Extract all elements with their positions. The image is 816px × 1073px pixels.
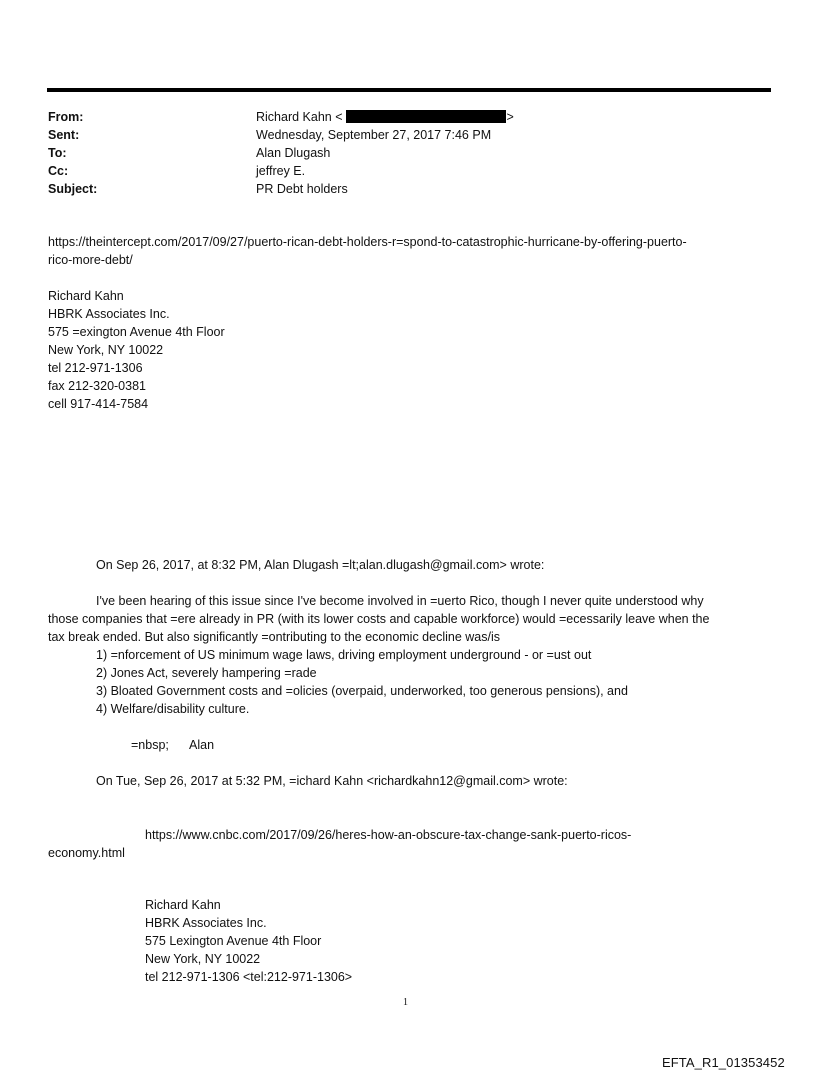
signature-company: HBRK Associates Inc. (48, 307, 170, 321)
signature2-name: Richard Kahn (145, 898, 221, 912)
sign-off-name: Alan (189, 738, 215, 752)
signature2-tel: tel 212-971-1306 <tel:212-971-1306> (145, 970, 353, 984)
from-close: > (506, 110, 514, 124)
signature2-city: New York, NY 10022 (145, 952, 261, 966)
from-row (48, 108, 768, 126)
signature-address: 575 =exington Avenue 4th Floor (48, 325, 225, 339)
list-item-4: 4) Welfare/disability culture. (96, 702, 250, 716)
from-value (256, 108, 514, 126)
quote-paragraph-line-2: those companies that =ere already in PR (with its lower costs and capable workforce) would =ecessarily leave when the (48, 612, 710, 626)
quote-header-1: On Sep 26, 2017, at 8:32 PM, Alan Dlugash =lt;alan.dlugash@gmail.com> wrote: (96, 558, 545, 572)
redaction-block (346, 110, 506, 123)
subject-value: PR Debt holders (256, 182, 348, 196)
cc-value: jeffrey E. (256, 164, 306, 178)
subject-row (48, 180, 768, 198)
signature-tel: tel 212-971-1306 (48, 361, 143, 375)
document-id: EFTA_R1_01353452 (662, 1055, 785, 1070)
cc-row (48, 162, 768, 180)
cc-label: Cc: (48, 164, 69, 178)
list-item-3: 3) Bloated Government costs and =olicies (overpaid, underworked, too generous pensions), and (96, 684, 628, 698)
to-label: To: (48, 146, 67, 160)
from-label: From: (48, 110, 84, 124)
to-row (48, 144, 768, 162)
list-item-1: 1) =nforcement of US minimum wage laws, driving employment underground - or =ust out (96, 648, 592, 662)
header-rule (47, 88, 771, 92)
quote-paragraph-line-1: I've been hearing of this issue since I've become involved in =uerto Rico, though I never quite understood why (96, 594, 704, 608)
sent-row (48, 126, 768, 144)
sent-label: Sent: (48, 128, 80, 142)
to-value: Alan Dlugash (256, 146, 331, 160)
signature-fax: fax 212-320-0381 (48, 379, 146, 393)
page-number: 1 (403, 997, 408, 1008)
from-name: Richard Kahn < (256, 110, 343, 124)
cnbc-link-line-1[interactable]: https://www.cnbc.com/2017/09/26/heres-how-an-obscure-tax-change-sank-puerto-ricos- (145, 828, 632, 842)
email-header (48, 108, 768, 198)
article-link-line-1[interactable]: https://theintercept.com/2017/09/27/puerto-rican-debt-holders-r=spond-to-catastrophic-hurricane-by-offering-puerto- (48, 235, 687, 249)
nbsp-artifact: =nbsp; (131, 738, 169, 752)
signature-name: Richard Kahn (48, 289, 124, 303)
sent-value: Wednesday, September 27, 2017 7:46 PM (256, 128, 492, 142)
article-link-line-2[interactable]: rico-more-debt/ (48, 253, 133, 267)
quote-paragraph-line-3: tax break ended. But also significantly =ontributing to the economic decline was/is (48, 630, 500, 644)
signature2-address: 575 Lexington Avenue 4th Floor (145, 934, 322, 948)
subject-label: Subject: (48, 182, 98, 196)
signature2-company: HBRK Associates Inc. (145, 916, 267, 930)
list-item-2: 2) Jones Act, severely hampering =rade (96, 666, 317, 680)
cnbc-link-line-2[interactable]: economy.html (48, 846, 125, 860)
quote-header-2: On Tue, Sep 26, 2017 at 5:32 PM, =ichard Kahn <richardkahn12@gmail.com> wrote: (96, 774, 568, 788)
signature-city: New York, NY 10022 (48, 343, 164, 357)
signature-cell: cell 917-414-7584 (48, 397, 149, 411)
